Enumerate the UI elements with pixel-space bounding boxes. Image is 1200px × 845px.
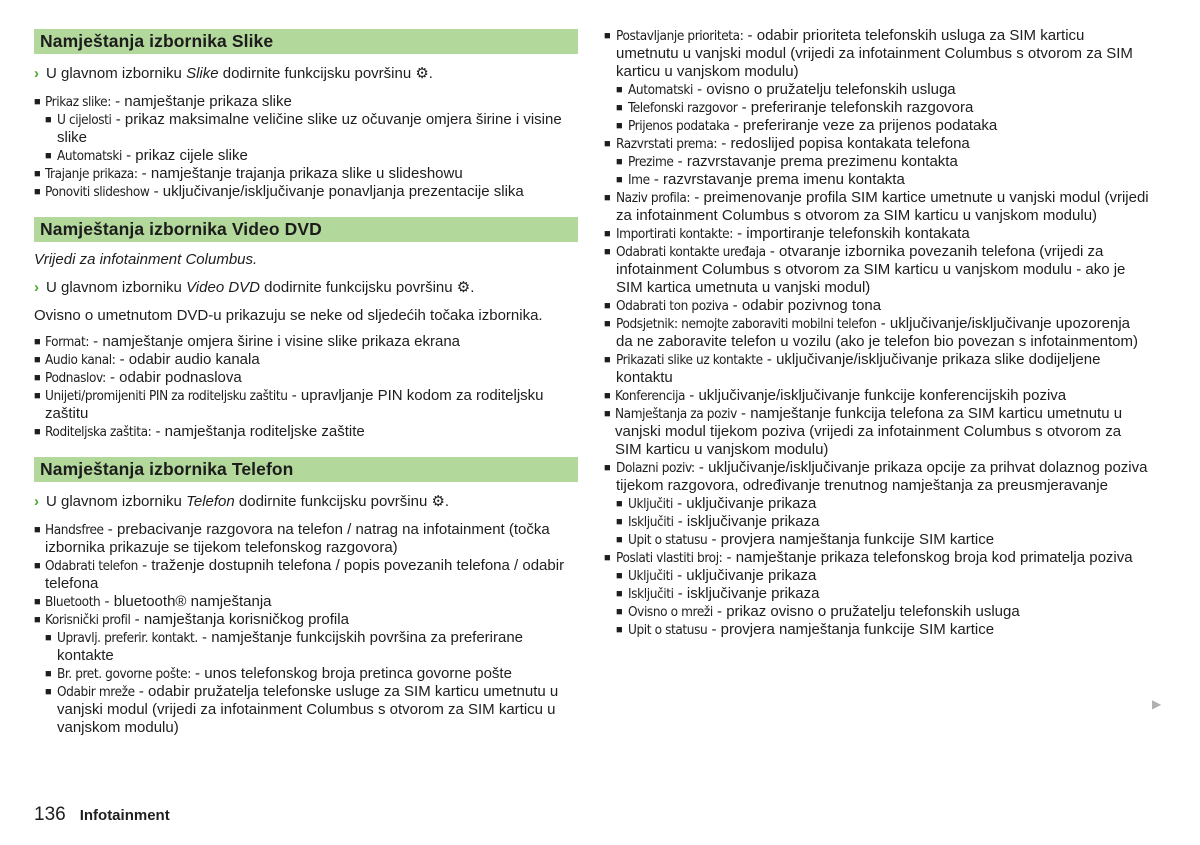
- item-term: Importirati kontakte:: [616, 226, 733, 242]
- item-text: - namještanje prikaza slike: [110, 93, 292, 110]
- list-item: [34, 683, 578, 737]
- item-text: - namještanje funkcija telefona za SIM karticu umetnutu u vanjski modul tijekom poziva (vrijedi za infotainment Columbus s otvorom za SIM karticu u vanjskom modulu): [615, 405, 1123, 458]
- item-text: - upravljanje PIN kodom za roditeljsku zaštitu: [45, 387, 544, 422]
- list-item: [604, 621, 1149, 639]
- chapter-title: Infotainment: [79, 807, 170, 824]
- list-item: [604, 351, 1149, 387]
- item-term: Prikazati slike uz kontakte: [616, 352, 763, 368]
- bullet-icon: ■: [604, 462, 611, 474]
- item-term: Trajanje prikaza:: [45, 166, 138, 182]
- item-term: U cijelosti: [57, 112, 112, 128]
- item-text: - uključivanje/isključivanje prikaza slike dodijeljene kontaktu: [616, 351, 1101, 386]
- list-telefon-continued: [604, 27, 1149, 639]
- bullet-icon: ■: [34, 560, 41, 572]
- bullet-icon: ■: [34, 596, 41, 608]
- list-item: [604, 405, 1149, 459]
- list-item: [604, 297, 1149, 315]
- bullet-icon: ■: [604, 408, 611, 420]
- item-term: Upit o statusu: [628, 532, 708, 548]
- bullet-icon: ■: [45, 632, 52, 644]
- list-item: [34, 351, 578, 369]
- bullet-icon: ■: [604, 318, 611, 330]
- item-text: - namještanja roditeljske zaštite: [151, 423, 365, 440]
- item-term: Br. pret. govorne pošte:: [57, 666, 191, 682]
- bullet-icon: ■: [616, 102, 623, 114]
- list-item: [34, 557, 578, 593]
- item-term: Poslati vlastiti broj:: [616, 550, 723, 566]
- list-item: [604, 315, 1149, 351]
- list-item: [604, 153, 1149, 171]
- item-text: - namještanja korisničkog profila: [130, 611, 349, 628]
- item-text: - provjera namještanja funkcije SIM kartice: [707, 621, 995, 638]
- bullet-icon: ■: [45, 668, 52, 680]
- list-item: [604, 495, 1149, 513]
- page-footer: [34, 804, 170, 826]
- item-text: - bluetooth® namještanja: [100, 593, 272, 610]
- item-term: Automatski: [57, 148, 122, 164]
- item-term: Isključiti: [628, 586, 674, 602]
- item-text: - isključivanje prikaza: [673, 513, 820, 530]
- bullet-icon: ■: [616, 84, 623, 96]
- item-text: - prikaz ovisno o pružatelju telefonskih usluga: [712, 603, 1020, 620]
- item-text: - namještanje trajanja prikaza slike u slideshowu: [137, 165, 463, 182]
- instruction-text: U glavnom izborniku: [46, 279, 187, 296]
- item-text: - provjera namještanja funkcije SIM kartice: [707, 531, 995, 548]
- bullet-icon: ■: [45, 150, 52, 162]
- bullet-icon: ■: [34, 390, 41, 402]
- item-text: - importiranje telefonskih kontakata: [732, 225, 970, 242]
- list-telefon: [34, 521, 578, 737]
- bullet-icon: ■: [604, 138, 611, 150]
- list-item: [34, 183, 578, 201]
- item-term: Prikaz slike:: [45, 94, 111, 110]
- list-item: [34, 147, 578, 165]
- instruction-text: dodirnite funkcijsku površinu ⚙.: [234, 493, 450, 510]
- list-item: [604, 81, 1149, 99]
- bullet-icon: ■: [616, 570, 623, 582]
- list-item: [604, 387, 1149, 405]
- item-text: - odabir prioriteta telefonskih usluga za SIM karticu umetnutu u vanjski modul (vrijedi za infotainment Columbus s otvorom za SIM karticu u vanjskom modulu): [616, 27, 1133, 80]
- instruction-text: dodirnite funkcijsku površinu ⚙.: [260, 279, 475, 296]
- item-text: - odabir audio kanala: [115, 351, 260, 368]
- item-term: Uključiti: [628, 568, 673, 584]
- list-item: [34, 593, 578, 611]
- bullet-icon: ■: [34, 426, 41, 438]
- bullet-icon: ■: [34, 614, 41, 626]
- section-heading-telefon: Namještanja izbornika Telefon: [34, 457, 578, 482]
- item-text: - preimenovanje profila SIM kartice umetnute u vanjski modul (vrijedi za infotainment Columbus s otvorom za SIM karticu u vanjskom modulu): [616, 189, 1149, 224]
- bullet-icon: ■: [45, 114, 52, 126]
- bullet-icon: ■: [45, 686, 52, 698]
- item-text: - traženje dostupnih telefona / popis povezanih telefona / odabir telefona: [45, 557, 565, 592]
- item-text: - namještanje funkcijskih površina za preferirane kontakte: [57, 629, 524, 664]
- instruction-text: dodirnite funkcijsku površinu ⚙.: [218, 65, 433, 82]
- list-item: [604, 225, 1149, 243]
- bullet-icon: ■: [604, 30, 611, 42]
- page-number: 136: [34, 804, 66, 825]
- item-term: Unijeti/promijeniti PIN za roditeljsku zaštitu: [45, 388, 288, 404]
- item-text: - odabir pozivnog tona: [728, 297, 882, 314]
- item-term: Ime: [628, 172, 650, 188]
- item-term: Postavljanje prioriteta:: [616, 28, 744, 44]
- item-text: - ovisno o pružatelju telefonskih usluga: [692, 81, 956, 98]
- item-text: - unos telefonskog broja pretinca govorne pošte: [190, 665, 512, 682]
- instruction-arrow-icon: ›: [34, 65, 39, 82]
- bullet-icon: ■: [34, 168, 41, 180]
- bullet-icon: ■: [604, 192, 611, 204]
- item-text: - namještanje omjera širine i visine slike prikaza ekrana: [89, 333, 461, 350]
- item-term: Automatski: [628, 82, 693, 98]
- list-item: [604, 549, 1149, 567]
- bullet-icon: ■: [616, 606, 623, 618]
- item-term: Konferencija: [615, 388, 686, 404]
- item-text: - isključivanje prikaza: [673, 585, 820, 602]
- instruction-slike: [34, 65, 584, 83]
- item-term: Ovisno o mreži: [628, 604, 713, 620]
- bullet-icon: ■: [616, 174, 623, 186]
- item-term: Korisnički profil: [45, 612, 131, 628]
- list-item: [604, 567, 1149, 585]
- list-item: [34, 165, 578, 183]
- list-item: [604, 189, 1149, 225]
- instruction-text: U glavnom izborniku: [46, 65, 187, 82]
- item-term: Prezime: [628, 154, 674, 170]
- bullet-icon: ■: [616, 156, 623, 168]
- item-term: Prijenos podataka: [628, 118, 730, 134]
- item-text: - razvrstavanje prema imenu kontakta: [649, 171, 905, 188]
- item-text: - preferiranje veze za prijenos podataka: [729, 117, 998, 134]
- bullet-icon: ■: [34, 372, 41, 384]
- item-term: Audio kanal:: [45, 352, 116, 368]
- list-item: [34, 629, 578, 665]
- item-term: Isključiti: [628, 514, 674, 530]
- instruction-arrow-icon: ›: [34, 493, 39, 510]
- bullet-icon: ■: [34, 336, 41, 348]
- item-term: Upit o statusu: [628, 622, 708, 638]
- item-term: Format:: [45, 334, 90, 350]
- bullet-icon: ■: [604, 354, 611, 366]
- menu-name: Slike: [186, 65, 219, 82]
- menu-name: Video DVD: [186, 279, 260, 296]
- item-text: - uključivanje/isključivanje prikaza opcije za prihvat dolaznog poziva tijekom razgovora, određivanje trenutnog namještanja za preusmjeravanje: [616, 459, 1148, 494]
- list-item: [34, 111, 578, 147]
- instruction-arrow-icon: ›: [34, 279, 39, 296]
- bullet-icon: ■: [616, 516, 623, 528]
- item-term: Naziv profila:: [616, 190, 691, 206]
- list-item: [604, 531, 1149, 549]
- list-item: [604, 171, 1149, 189]
- bullet-icon: ■: [616, 534, 623, 546]
- bullet-icon: ■: [34, 96, 41, 108]
- item-text: - odabir pružatelja telefonske usluge za SIM karticu umetnutu u vanjski modul (vrijedi za infotainment Columbus s otvorom za SIM karticu u vanjskom modulu): [57, 683, 559, 736]
- item-term: Ponoviti slideshow: [45, 184, 150, 200]
- item-term: Podnaslov:: [45, 370, 106, 386]
- item-text: - otvaranje izbornika povezanih telefona (vrijedi za infotainment Columbus s otvorom za SIM karticu u vanjskom modulu - ako je SIM kartica umetnuta u vanjski modul): [616, 243, 1126, 296]
- item-text: - prikaz cijele slike: [121, 147, 248, 164]
- instruction-text: U glavnom izborniku: [46, 493, 187, 510]
- bullet-icon: ■: [616, 120, 623, 132]
- list-item: [34, 423, 578, 441]
- item-term: Podsjetnik: nemojte zaboraviti mobilni telefon: [616, 316, 877, 332]
- list-slike: [34, 93, 578, 201]
- bullet-icon: ■: [34, 354, 41, 366]
- list-item: [604, 459, 1149, 495]
- item-term: Upravlj. preferir. kontakt.: [57, 630, 198, 646]
- item-text: - razvrstavanje prema prezimenu kontakta: [673, 153, 958, 170]
- item-term: Telefonski razgovor: [628, 100, 738, 116]
- bullet-icon: ■: [34, 524, 41, 536]
- list-item: [604, 135, 1149, 153]
- menu-name: Telefon: [186, 493, 235, 510]
- item-term: Odabrati telefon: [45, 558, 138, 574]
- instruction-video: [34, 279, 584, 297]
- item-text: - uključivanje/isključivanje funkcije konferencijskih poziva: [685, 387, 1067, 404]
- item-text: - prebacivanje razgovora na telefon / natrag na infotainment (točka izbornika prikazuje se tijekom telefonskog razgovora): [45, 521, 550, 556]
- section-heading-slike: Namještanja izbornika Slike: [34, 29, 578, 54]
- list-item: [604, 117, 1149, 135]
- list-item: [604, 99, 1149, 117]
- item-text: - namještanje prikaza telefonskog broja kod primatelja poziva: [722, 549, 1133, 566]
- bullet-icon: ■: [604, 228, 611, 240]
- item-term: Odabrati ton poziva: [616, 298, 729, 314]
- item-term: Roditeljska zaštita:: [45, 424, 152, 440]
- list-item: [34, 521, 578, 557]
- item-text: - prikaz maksimalne veličine slike uz očuvanje omjera širine i visine slike: [57, 111, 562, 146]
- list-item: [34, 333, 578, 351]
- item-text: - uključivanje prikaza: [672, 495, 817, 512]
- list-item: [604, 243, 1149, 297]
- item-term: Razvrstati prema:: [616, 136, 718, 152]
- bullet-icon: ■: [604, 552, 611, 564]
- item-text: - redoslijed popisa kontakata telefona: [717, 135, 970, 152]
- item-text: - preferiranje telefonskih razgovora: [737, 99, 974, 116]
- bullet-icon: ■: [604, 300, 611, 312]
- instruction-telefon: [34, 493, 584, 511]
- list-video: [34, 333, 578, 441]
- item-term: Handsfree: [45, 522, 104, 538]
- item-term: Uključiti: [628, 496, 673, 512]
- list-item: [34, 93, 578, 111]
- video-intro: Ovisno o umetnutom DVD-u prikazuju se neke od sljedećih točaka izbornika.: [34, 307, 543, 324]
- item-term: Bluetooth: [45, 594, 101, 610]
- bullet-icon: ■: [604, 246, 611, 258]
- item-text: - uključivanje/isključivanje ponavljanja prezentacije slika: [149, 183, 524, 200]
- list-item: [604, 27, 1149, 81]
- continue-arrow-icon: ▶: [1152, 697, 1162, 711]
- section-heading-video: Namještanja izbornika Video DVD: [34, 217, 578, 242]
- item-text: - uključivanje prikaza: [672, 567, 817, 584]
- item-term: Odabir mreže: [57, 684, 135, 700]
- list-item: [34, 665, 578, 683]
- list-item: [34, 611, 578, 629]
- list-item: [604, 585, 1149, 603]
- list-item: [604, 513, 1149, 531]
- item-text: - odabir podnaslova: [105, 369, 242, 386]
- bullet-icon: ■: [616, 498, 623, 510]
- bullet-icon: ■: [616, 588, 623, 600]
- item-term: Namještanja za poziv: [615, 406, 737, 422]
- item-term: Dolazni poziv:: [616, 460, 695, 476]
- bullet-icon: ■: [616, 624, 623, 636]
- bullet-icon: ■: [604, 390, 611, 402]
- list-item: [34, 369, 578, 387]
- item-text: - uključivanje/isključivanje upozorenja da ne zaboravite telefon u vozilu (ako je telefon bio povezan s infotainmentom): [616, 315, 1138, 350]
- list-item: [604, 603, 1149, 621]
- bullet-icon: ■: [34, 186, 41, 198]
- list-item: [34, 387, 578, 423]
- item-term: Odabrati kontakte uređaja: [616, 244, 766, 260]
- applicability-note: Vrijedi za infotainment Columbus.: [34, 251, 258, 268]
